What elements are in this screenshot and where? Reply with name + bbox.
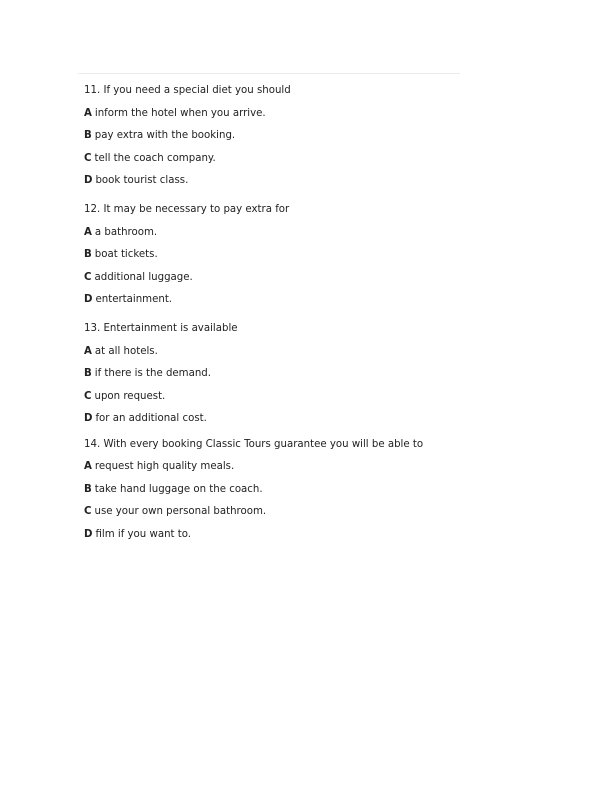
option-letter: B [84,368,92,379]
option-text: boat tickets. [94,249,158,260]
page-top-divider [78,73,460,74]
option-text: inform the hotel when you arrive. [94,107,266,119]
option-b [84,244,584,267]
option-c [84,267,584,290]
option-text: request high quality meals. [94,461,235,472]
question-11 [84,80,584,193]
option-letter: D [84,528,93,540]
option-a [84,222,584,245]
question-stem: 12. It may be necessary to pay extra for [84,204,290,215]
option-b [84,363,584,386]
option-b [84,479,584,502]
option-d [84,289,584,312]
option-text: pay extra with the booking. [94,130,236,141]
option-letter: B [84,483,92,495]
option-b [84,125,584,148]
option-d [84,170,584,193]
option-text: use your own personal bathroom. [94,506,267,517]
option-text: at all hotels. [94,345,158,357]
option-letter: C [84,390,92,402]
question-list [84,80,584,546]
option-d [84,524,584,547]
option-text: a bathroom. [94,226,158,238]
option-letter: C [84,271,92,283]
option-letter: B [84,249,92,260]
question-stem: 11. If you need a special diet you should [84,85,291,96]
option-text: tell the coach company. [94,152,216,164]
option-letter: A [84,461,92,472]
option-letter: A [84,107,92,119]
option-letter: A [84,226,92,238]
option-letter: D [84,175,93,186]
option-c [84,386,584,409]
option-a [84,341,584,364]
option-a [84,103,584,126]
option-letter: A [84,345,92,357]
option-text: additional luggage. [94,271,193,283]
option-text: take hand luggage on the coach. [94,483,263,495]
question-13 [84,318,584,431]
option-a [84,456,584,479]
question-12 [84,199,584,312]
option-text: for an additional cost. [95,413,207,424]
question-stem: 13. Entertainment is available [84,323,238,334]
option-letter: C [84,152,92,164]
option-letter: B [84,130,92,141]
option-text: film if you want to. [95,528,192,540]
question-stem: 14. With every booking Classic Tours guarantee you will be able to [84,438,424,450]
option-c [84,501,584,524]
option-letter: C [84,506,92,517]
option-letter: D [84,294,93,305]
option-text: book tourist class. [95,175,189,186]
option-c [84,148,584,171]
option-letter: D [84,413,93,424]
option-text: upon request. [94,390,166,402]
question-14 [84,434,584,547]
option-d [84,408,584,431]
option-text: entertainment. [95,294,173,305]
option-text: if there is the demand. [94,368,212,379]
